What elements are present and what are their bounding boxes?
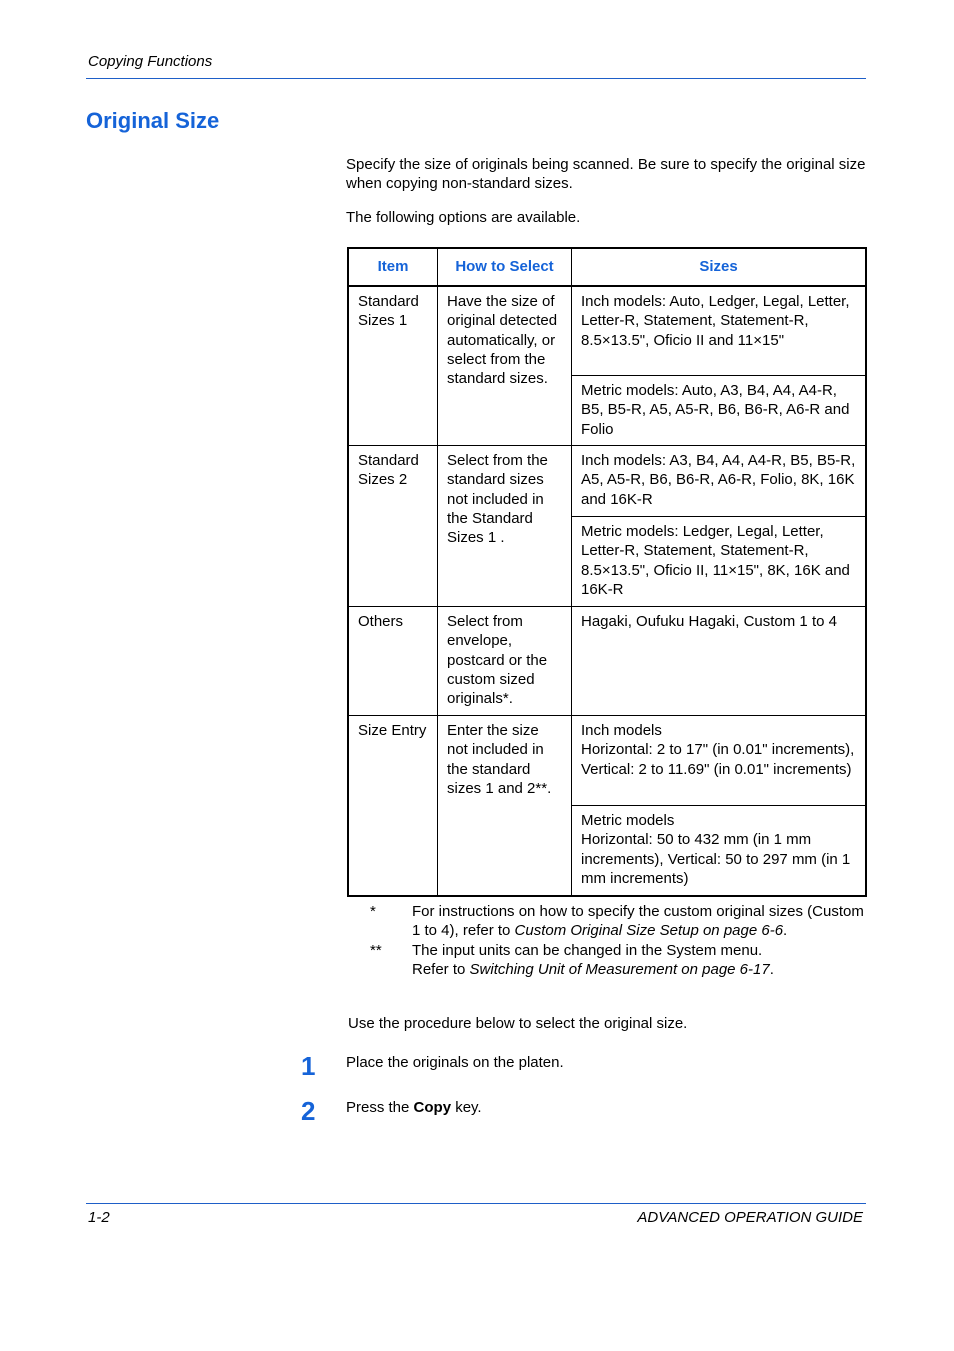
sizes-title: Metric models (581, 812, 675, 829)
cell-item: Others (348, 607, 438, 716)
header-sizes: Sizes (572, 248, 867, 286)
step-number: 2 (301, 1096, 316, 1126)
cell-sizes: Inch models: A3, B4, A4, A4-R, B5, B5-R, A5, A5-R, B6, B6-R, A6-R, Folio, 8K, 16K and 16K-R (572, 446, 867, 517)
cell-how: Have the size of original detected automatically, or select from the standard sizes. (438, 286, 572, 446)
header-item: Item (348, 248, 438, 286)
intro-paragraph: Specify the size of originals being scanned. Be sure to specify the original size when copying non-standard sizes. (346, 156, 866, 192)
cell-item: Standard Sizes 1 (348, 286, 438, 446)
footnote-body: For instructions on how to specify the custom original sizes (Custom 1 to 4), refer to (412, 903, 864, 940)
copy-key-label: Copy (413, 1099, 452, 1116)
footnote-body2: Refer to (412, 960, 470, 978)
options-intro: The following options are available. (346, 209, 581, 226)
cell-how: Select from the standard sizes not included in the Standard Sizes 1 . (438, 446, 572, 607)
options-table (347, 247, 867, 897)
table-row (348, 286, 866, 376)
footnotes (346, 902, 871, 979)
footnote-mark: ** (370, 941, 382, 959)
footnote-body: The input units can be changed in the System menu. (412, 941, 763, 959)
step-text-pre: Press the (346, 1099, 414, 1116)
cell-item: Standard Sizes 2 (348, 446, 438, 607)
table-header-row (348, 248, 866, 286)
footnote-text (412, 902, 871, 941)
page-number: 1-2 (88, 1209, 110, 1226)
running-header: Copying Functions (88, 53, 213, 70)
cell-sizes: Inch models: Auto, Ledger, Legal, Letter, Letter-R, Statement, Statement-R, 8.5×13.5", Oficio II and 11×15" (572, 286, 867, 376)
step-number: 1 (301, 1051, 316, 1081)
footnote (346, 941, 871, 980)
header-how-to-select: How to Select (438, 248, 572, 286)
cell-sizes-metric (572, 806, 867, 897)
cell-sizes: Metric models: Auto, A3, B4, A4, A4-R, B5, B5-R, A5, A5-R, B6, B6-R, A6-R and Folio (572, 376, 867, 446)
header-rule (86, 78, 866, 79)
table-row (348, 607, 866, 716)
cell-sizes: Metric models: Ledger, Legal, Letter, Letter-R, Statement, Statement-R, 8.5×13.5", Oficio II, 11×15", 8K, 16K and 16K-R (572, 517, 867, 607)
sizes-text: Horizontal: 2 to 17" (in 0.01" increments), Vertical: 2 to 11.69" (in 0.01" increments) (581, 741, 855, 778)
sizes-text: Horizontal: 50 to 432 mm (in 1 mm increments), Vertical: 50 to 297 mm (in 1 mm increments) (581, 831, 851, 887)
step-text: Place the originals on the platen. (346, 1054, 564, 1071)
table-row (348, 716, 866, 806)
page-title: Original Size (86, 108, 220, 133)
footnote-reference[interactable]: Custom Original Size Setup on page 6-6 (514, 922, 784, 940)
footer-rule (86, 1203, 866, 1204)
footnote (346, 902, 871, 941)
procedure-intro: Use the procedure below to select the original size. (348, 1015, 688, 1032)
footnote-mark: * (370, 903, 376, 920)
cell-how: Select from envelope, postcard or the custom sized originals*. (438, 607, 572, 716)
guide-title: ADVANCED OPERATION GUIDE (637, 1209, 863, 1226)
sizes-title: Inch models (581, 722, 662, 739)
cell-how: Enter the size not included in the standard sizes 1 and 2**. (438, 716, 572, 897)
cell-sizes-inch (572, 716, 867, 806)
step-text (346, 1099, 482, 1116)
step-text-post: key. (451, 1099, 482, 1116)
footnote-text (412, 941, 871, 980)
footnote-reference[interactable]: Switching Unit of Measurement on page 6-17 (469, 960, 770, 978)
footnote-end: . (769, 960, 774, 978)
footnote-end: . (783, 922, 788, 940)
cell-sizes: Hagaki, Oufuku Hagaki, Custom 1 to 4 (572, 607, 867, 716)
table-row (348, 446, 866, 517)
cell-item: Size Entry (348, 716, 438, 897)
